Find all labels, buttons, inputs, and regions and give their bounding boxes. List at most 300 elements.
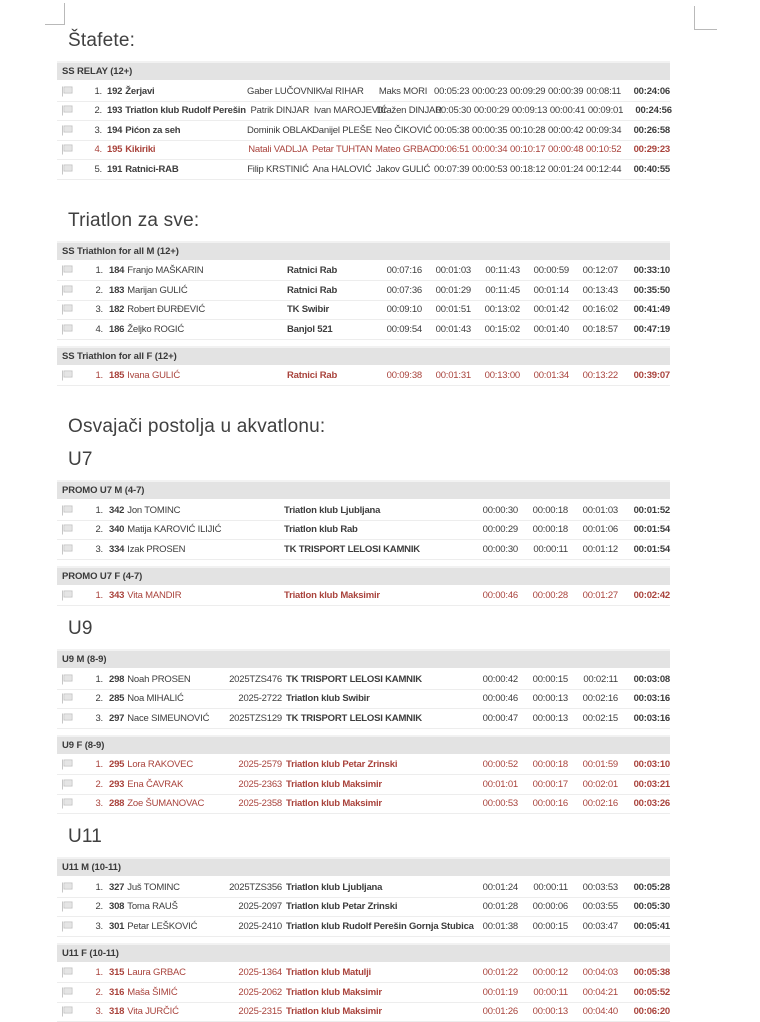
split-time: 00:00:48: [548, 144, 583, 155]
bib-number: 301: [109, 921, 124, 932]
result-flag-icon[interactable]: [57, 265, 77, 276]
athlete-name: [109, 324, 283, 335]
total-time: 00:29:23: [624, 144, 670, 155]
club-name: Triatlon klub Rab: [284, 524, 468, 535]
split-time: 00:02:16: [572, 693, 618, 704]
split-time: 00:04:03: [572, 967, 618, 978]
rank-cell: 2.: [81, 693, 105, 704]
total-time: 00:24:56: [626, 105, 672, 116]
result-row: [57, 587, 670, 607]
rank-cell: 1.: [81, 505, 105, 516]
name-text: Franjo MAŠKARIN: [127, 265, 203, 276]
license-number: 2025-2097: [224, 901, 282, 912]
split-time: 00:00:11: [522, 544, 568, 555]
split-time: 00:04:40: [572, 1006, 618, 1017]
name-text: Laura GRBAC: [127, 967, 186, 978]
result-flag-icon[interactable]: [57, 798, 77, 809]
section-heading-u7: U7: [68, 449, 670, 470]
total-time: 00:47:19: [622, 324, 670, 335]
result-flag-icon[interactable]: [57, 324, 77, 335]
member-name: Patrik DINJAR: [249, 105, 311, 116]
split-time: 00:00:47: [472, 713, 518, 724]
total-time: 00:33:10: [622, 265, 670, 276]
total-time: 00:03:26: [622, 798, 670, 809]
bib-number: 343: [109, 590, 124, 601]
split-time: 00:00:16: [522, 798, 568, 809]
result-flag-icon[interactable]: [57, 759, 77, 770]
name-text: Noah PROSEN: [127, 674, 190, 685]
split-time: 00:00:11: [522, 882, 568, 893]
athlete-name: [109, 674, 220, 685]
split-time: 00:01:24: [548, 164, 583, 175]
section-triathlon-for-all: [57, 210, 670, 387]
club-name: Triatlon klub Maksimir: [284, 590, 468, 601]
split-time: 00:09:13: [512, 105, 547, 116]
rank-cell: 1.: [81, 370, 105, 381]
rank-cell: 2.: [81, 987, 105, 998]
split-time: 00:00:29: [474, 105, 509, 116]
athlete-name: [109, 921, 220, 932]
total-time: 00:03:16: [622, 693, 670, 704]
license-number: 2025TZS356: [224, 882, 282, 893]
name-text: Triatlon klub Rudolf Perešin: [125, 105, 246, 116]
category-header: PROMO U7 F (4-7): [57, 566, 670, 585]
rank-cell: 3.: [80, 125, 104, 136]
result-flag-icon[interactable]: [57, 304, 77, 315]
name-text: Ena ČAVRAK: [127, 779, 183, 790]
result-row: [57, 540, 670, 560]
split-time: 00:00:59: [524, 265, 569, 276]
bib-number: 308: [109, 901, 124, 912]
result-flag-icon[interactable]: [57, 144, 77, 155]
split-time: 00:01:19: [472, 987, 518, 998]
name-text: Matija KAROVIĆ ILIJIĆ: [127, 524, 221, 535]
member-name: Gaber LUČOVNIK: [247, 86, 309, 97]
split-time: 00:03:53: [572, 882, 618, 893]
bib-number: 182: [109, 304, 124, 315]
athlete-name: [109, 713, 220, 724]
member-name: Maks MORI: [375, 86, 431, 97]
split-time: 00:00:35: [472, 125, 507, 136]
total-time: 00:03:21: [622, 779, 670, 790]
member-name: Neo ČIKOVIĆ: [375, 125, 431, 136]
result-row: [57, 160, 670, 180]
split-time: 00:02:16: [572, 798, 618, 809]
total-time: 00:39:07: [622, 370, 670, 381]
club-name: Triatlon klub Matulji: [286, 967, 468, 978]
split-time: 00:01:51: [426, 304, 471, 315]
result-flag-icon[interactable]: [57, 967, 77, 978]
results-table-promo-u7-f: [57, 566, 670, 607]
result-row: [57, 878, 670, 898]
bib-number: 298: [109, 674, 124, 685]
section-u9: [57, 618, 670, 814]
athlete-name: [109, 901, 220, 912]
result-row: [57, 301, 670, 321]
split-time: 00:11:43: [475, 265, 520, 276]
split-time: 00:09:38: [377, 370, 422, 381]
split-time: 00:00:11: [522, 987, 568, 998]
split-time: 00:00:06: [522, 901, 568, 912]
club-name: Triatlon klub Swibir: [286, 693, 468, 704]
club-name: Triatlon klub Maksimir: [286, 779, 468, 790]
bib-number: 183: [109, 285, 124, 296]
split-time: 00:00:30: [472, 505, 518, 516]
name-text: Petar LEŠKOVIĆ: [127, 921, 197, 932]
results-table-u11-m: [57, 857, 670, 937]
club-name: Triatlon klub Petar Zrinski: [286, 759, 468, 770]
section-u7: [57, 449, 670, 606]
rank-cell: 2.: [81, 779, 105, 790]
split-time: 00:00:18: [522, 505, 568, 516]
split-time: 00:00:53: [472, 164, 507, 175]
result-row: [57, 262, 670, 282]
result-row: [57, 521, 670, 541]
split-time: 00:10:28: [510, 125, 545, 136]
split-time: 00:02:01: [572, 779, 618, 790]
split-time: 00:12:07: [573, 265, 618, 276]
results-table-u9-f: [57, 735, 670, 815]
result-row: [57, 709, 670, 729]
results-table-ss-triathlon-f: [57, 346, 670, 387]
rank-cell: 1.: [81, 674, 105, 685]
athlete-name: [109, 693, 220, 704]
club-name: Triatlon klub Maksimir: [286, 987, 468, 998]
section-relays: [57, 30, 670, 180]
result-row: [57, 102, 670, 122]
split-time: 00:00:13: [522, 693, 568, 704]
split-time: 00:01:38: [472, 921, 518, 932]
result-flag-icon[interactable]: [57, 544, 77, 555]
bib-number: 293: [109, 779, 124, 790]
split-time: 00:01:22: [472, 967, 518, 978]
result-row: [57, 82, 670, 102]
rank-cell: 4.: [81, 324, 105, 335]
total-time: 00:03:16: [622, 713, 670, 724]
result-flag-icon[interactable]: [57, 921, 77, 932]
total-time: 00:05:28: [622, 882, 670, 893]
athlete-name: [109, 370, 283, 381]
athlete-name: [109, 505, 280, 516]
name-text: Juš TOMINC: [127, 882, 180, 893]
name-text: Jon TOMINC: [127, 505, 180, 516]
bib-number: 195: [107, 144, 122, 155]
split-time: 00:05:23: [434, 86, 469, 97]
category-header: U11 M (10-11): [57, 857, 670, 876]
total-time: 00:01:52: [622, 505, 670, 516]
category-header: SS Triathlon for all M (12+): [57, 241, 670, 260]
athlete-name: [109, 759, 220, 770]
result-row: [57, 756, 670, 776]
name-text: Noa MIHALIĆ: [127, 693, 183, 704]
result-row: [57, 983, 670, 1003]
name-text: Kikiriki: [125, 144, 155, 155]
total-time: 00:24:06: [624, 86, 670, 97]
split-time: 00:01:29: [426, 285, 471, 296]
split-time: 00:00:12: [522, 967, 568, 978]
category-header: SS Triathlon for all F (12+): [57, 346, 670, 365]
license-number: 2025-2410: [224, 921, 282, 932]
rank-cell: 4.: [80, 144, 104, 155]
result-flag-icon[interactable]: [57, 779, 77, 790]
rank-cell: 3.: [81, 798, 105, 809]
result-row: [57, 1003, 670, 1022]
split-time: 00:09:10: [377, 304, 422, 315]
split-time: 00:00:53: [472, 798, 518, 809]
club-name: Triatlon klub Maksimir: [286, 798, 468, 809]
split-time: 00:09:29: [510, 86, 545, 97]
license-number: 2025-2358: [224, 798, 282, 809]
total-time: 00:26:58: [624, 125, 670, 136]
team-name: [107, 86, 244, 97]
split-time: 00:01:59: [572, 759, 618, 770]
results-table-u9-m: [57, 649, 670, 729]
member-name: Filip KRSTINIĆ: [247, 164, 309, 175]
total-time: 00:05:30: [622, 901, 670, 912]
bib-number: 334: [109, 544, 124, 555]
name-text: Toma RAUŠ: [127, 901, 177, 912]
result-flag-icon[interactable]: [57, 882, 77, 893]
rank-cell: 1.: [81, 759, 105, 770]
total-time: 00:02:42: [622, 590, 670, 601]
bib-number: 191: [107, 164, 122, 175]
bib-number: 185: [109, 370, 124, 381]
result-flag-icon[interactable]: [57, 125, 77, 136]
bib-number: 194: [107, 125, 122, 136]
split-time: 00:00:46: [472, 590, 518, 601]
split-time: 00:01:01: [472, 779, 518, 790]
name-text: Nace SIMEUNOVIĆ: [127, 713, 209, 724]
split-time: 00:00:15: [522, 674, 568, 685]
result-row: [57, 670, 670, 690]
category-header: SS RELAY (12+): [57, 61, 670, 80]
license-number: 2025-2363: [224, 779, 282, 790]
bib-number: 340: [109, 524, 124, 535]
result-row: [57, 775, 670, 795]
athlete-name: [109, 544, 280, 555]
club-name: Banjol 521: [287, 324, 373, 335]
split-time: 00:07:36: [377, 285, 422, 296]
section-heading-aquathlon-podium: Osvajači postolja u akvatlonu:: [68, 416, 670, 437]
rank-cell: 3.: [81, 921, 105, 932]
member-name: Natali VADLJA: [247, 144, 309, 155]
total-time: 00:05:41: [622, 921, 670, 932]
split-time: 00:01:27: [572, 590, 618, 601]
name-text: Ratnici-RAB: [125, 164, 178, 175]
result-flag-icon[interactable]: [57, 370, 77, 381]
bib-number: 297: [109, 713, 124, 724]
rank-cell: 1.: [81, 882, 105, 893]
result-flag-icon[interactable]: [57, 524, 77, 535]
team-name: [107, 125, 244, 136]
name-text: Pićon za seh: [125, 125, 180, 136]
athlete-name: [109, 590, 280, 601]
name-text: Žerjavi: [125, 86, 154, 97]
rank-cell: 2.: [81, 285, 105, 296]
result-row: [57, 320, 670, 340]
results-table-ss-triathlon-m: [57, 241, 670, 340]
total-time: 00:01:54: [622, 524, 670, 535]
result-row: [57, 367, 670, 387]
split-time: 00:13:43: [573, 285, 618, 296]
split-time: 00:00:29: [472, 524, 518, 535]
split-time: 00:00:42: [472, 674, 518, 685]
result-flag-icon[interactable]: [57, 1006, 77, 1017]
split-time: 00:16:02: [573, 304, 618, 315]
bib-number: 295: [109, 759, 124, 770]
license-number: 2025-1364: [224, 967, 282, 978]
club-name: Ratnici Rab: [287, 285, 373, 296]
bib-number: 285: [109, 693, 124, 704]
total-time: 00:40:55: [624, 164, 670, 175]
split-time: 00:08:11: [586, 86, 621, 97]
total-time: 00:05:38: [622, 967, 670, 978]
split-time: 00:01:40: [524, 324, 569, 335]
section-heading-relays: Štafete:: [68, 30, 670, 51]
split-time: 00:01:43: [426, 324, 471, 335]
result-flag-icon[interactable]: [57, 987, 77, 998]
result-row: [57, 917, 670, 937]
split-time: 00:04:21: [572, 987, 618, 998]
split-time: 00:13:00: [475, 370, 520, 381]
split-time: 00:00:13: [522, 1006, 568, 1017]
results-table-promo-u7-m: [57, 480, 670, 560]
rank-cell: 3.: [81, 304, 105, 315]
license-number: 2025-2315: [224, 1006, 282, 1017]
split-time: 00:01:06: [572, 524, 618, 535]
result-flag-icon[interactable]: [57, 674, 77, 685]
split-time: 00:01:03: [426, 265, 471, 276]
bib-number: 342: [109, 505, 124, 516]
club-name: TK TRISPORT LELOSI KAMNIK: [286, 713, 468, 724]
split-time: 00:06:51: [434, 144, 469, 155]
name-text: Zoe ŠUMANOVAC: [127, 798, 204, 809]
split-time: 00:00:52: [472, 759, 518, 770]
license-number: 2025TZS129: [224, 713, 282, 724]
split-time: 00:10:52: [586, 144, 621, 155]
club-name: TK TRISPORT LELOSI KAMNIK: [284, 544, 468, 555]
bib-number: 315: [109, 967, 124, 978]
license-number: 2025-2722: [224, 693, 282, 704]
rank-cell: 3.: [81, 544, 105, 555]
member-name: Dominik OBLAK: [247, 125, 309, 136]
total-time: 00:03:08: [622, 674, 670, 685]
category-header: U9 F (8-9): [57, 735, 670, 754]
bib-number: 327: [109, 882, 124, 893]
club-name: Triatlon klub Ljubljana: [284, 505, 468, 516]
split-time: 00:01:14: [524, 285, 569, 296]
result-flag-icon[interactable]: [57, 86, 77, 97]
rank-cell: 1.: [81, 265, 105, 276]
team-name: [107, 105, 246, 116]
split-time: 00:00:46: [472, 693, 518, 704]
club-name: TK TRISPORT LELOSI KAMNIK: [286, 674, 468, 685]
name-text: Izak PROSEN: [127, 544, 185, 555]
name-text: Marijan GULIĆ: [127, 285, 187, 296]
total-time: 00:35:50: [622, 285, 670, 296]
category-header: U9 M (8-9): [57, 649, 670, 668]
split-time: 00:01:03: [572, 505, 618, 516]
bib-number: 192: [107, 86, 122, 97]
total-time: 00:03:10: [622, 759, 670, 770]
result-row: [57, 501, 670, 521]
athlete-name: [109, 1006, 220, 1017]
name-text: Maša ŠIMIĆ: [127, 987, 177, 998]
result-row: [57, 898, 670, 918]
rank-cell: 3.: [81, 713, 105, 724]
rank-cell: 2.: [80, 105, 104, 116]
split-time: 00:07:39: [434, 164, 469, 175]
split-time: 00:09:01: [588, 105, 623, 116]
split-time: 00:00:13: [522, 713, 568, 724]
split-time: 00:18:12: [510, 164, 545, 175]
result-flag-icon[interactable]: [57, 105, 77, 116]
athlete-name: [109, 987, 220, 998]
rank-cell: 5.: [80, 164, 104, 175]
result-flag-icon[interactable]: [57, 285, 77, 296]
club-name: TK Swibir: [287, 304, 373, 315]
results-table-ss-relay: [57, 61, 670, 180]
result-flag-icon[interactable]: [57, 164, 77, 175]
result-flag-icon[interactable]: [57, 693, 77, 704]
name-text: Vita JURČIĆ: [127, 1006, 178, 1017]
results-report: [57, 0, 670, 1022]
split-time: 00:01:31: [426, 370, 471, 381]
bib-number: 288: [109, 798, 124, 809]
split-time: 00:00:15: [522, 921, 568, 932]
result-flag-icon[interactable]: [57, 901, 77, 912]
split-time: 00:00:18: [522, 759, 568, 770]
name-text: Ivana GULIĆ: [127, 370, 180, 381]
total-time: 00:41:49: [622, 304, 670, 315]
section-u11: [57, 826, 670, 1022]
split-time: 00:00:28: [522, 590, 568, 601]
split-time: 00:15:02: [475, 324, 520, 335]
result-flag-icon[interactable]: [57, 713, 77, 724]
total-time: 00:05:52: [622, 987, 670, 998]
total-time: 00:01:54: [622, 544, 670, 555]
rank-cell: 1.: [80, 86, 104, 97]
team-name: [107, 164, 244, 175]
club-name: Ratnici Rab: [287, 265, 373, 276]
split-time: 00:01:34: [524, 370, 569, 381]
athlete-name: [109, 285, 283, 296]
split-time: 00:00:30: [472, 544, 518, 555]
split-time: 00:02:15: [572, 713, 618, 724]
result-row: [57, 141, 670, 161]
member-name: Ivan MAROJEVIĆ: [314, 105, 374, 116]
split-time: 00:00:34: [472, 144, 507, 155]
split-time: 00:02:11: [572, 674, 618, 685]
split-time: 00:18:57: [573, 324, 618, 335]
split-time: 00:00:23: [472, 86, 507, 97]
split-time: 00:09:34: [586, 125, 621, 136]
athlete-name: [109, 265, 283, 276]
split-time: 00:01:28: [472, 901, 518, 912]
bib-number: 184: [109, 265, 124, 276]
rank-cell: 2.: [81, 524, 105, 535]
split-time: 00:00:41: [550, 105, 585, 116]
bib-number: 186: [109, 324, 124, 335]
split-time: 00:01:24: [472, 882, 518, 893]
result-flag-icon[interactable]: [57, 590, 77, 601]
result-row: [57, 281, 670, 301]
license-number: 2025-2062: [224, 987, 282, 998]
athlete-name: [109, 304, 283, 315]
split-time: 00:13:02: [475, 304, 520, 315]
result-flag-icon[interactable]: [57, 505, 77, 516]
name-text: Vita MANDIR: [127, 590, 181, 601]
